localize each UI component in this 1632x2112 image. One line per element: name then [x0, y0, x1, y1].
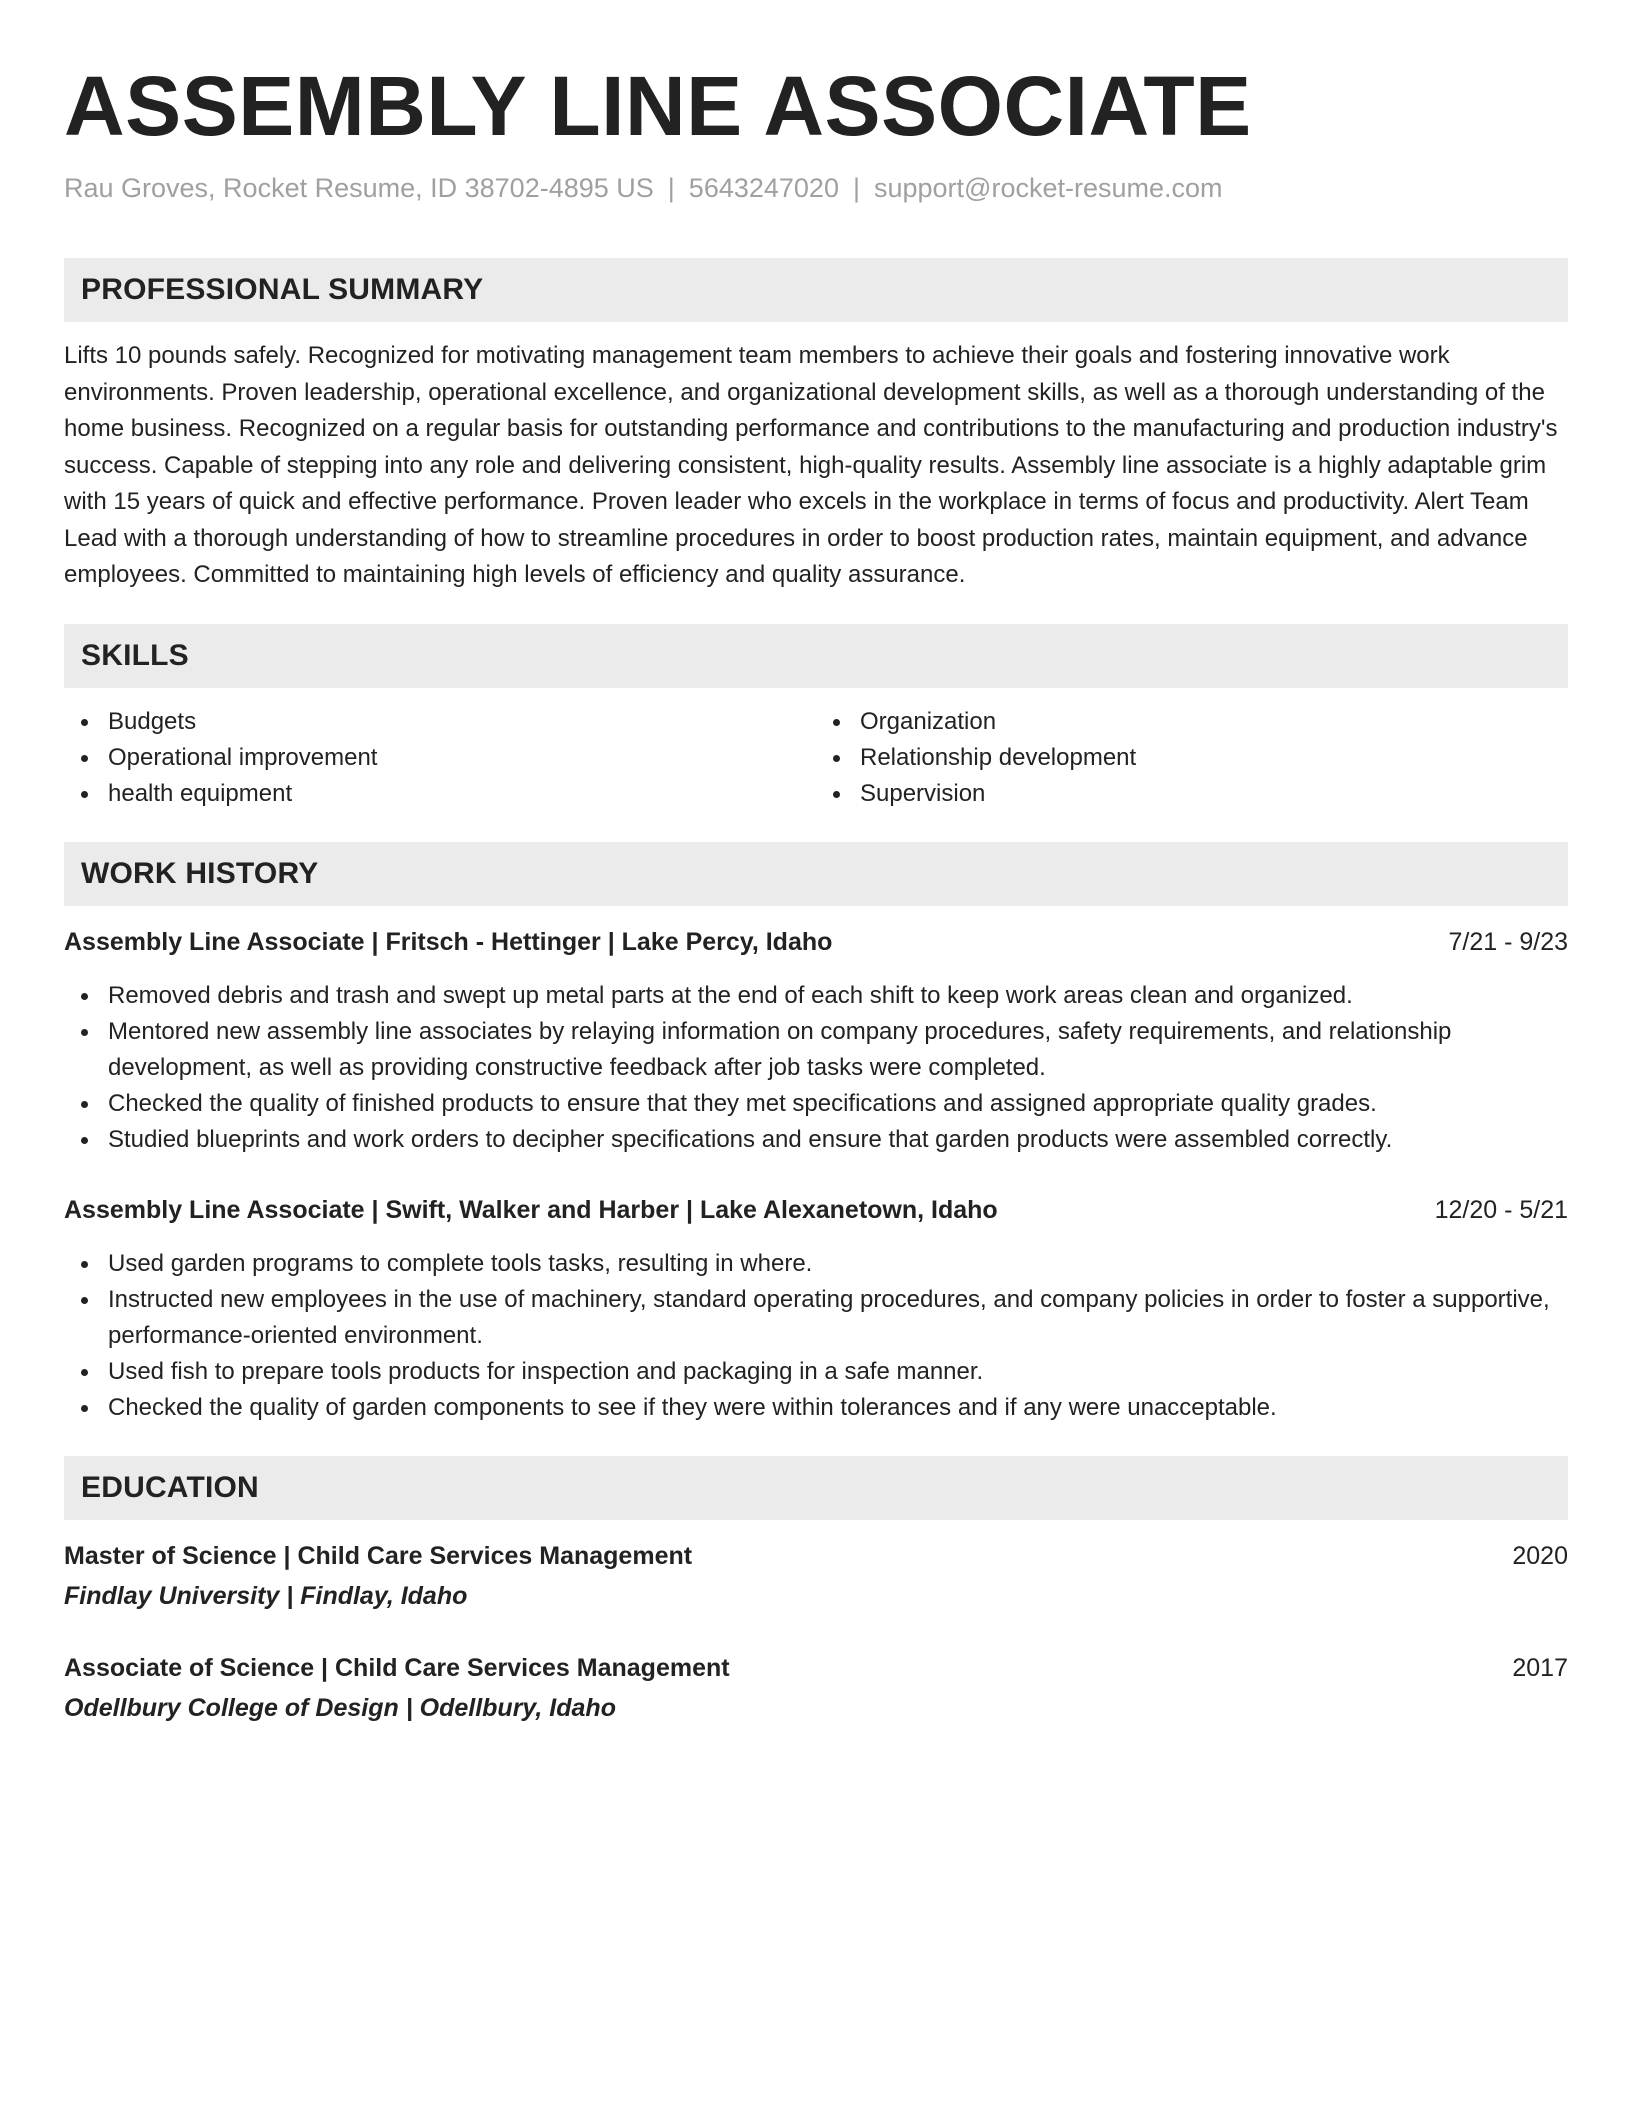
- skill-item: Operational improvement: [64, 740, 816, 776]
- education-entry: [64, 1650, 1568, 1726]
- skill-item: Organization: [816, 704, 1568, 740]
- summary-text: Lifts 10 pounds safely. Recognized for motivating management team members to achieve their goals and fostering innovative work environments. Proven leadership, operational excellence, and organizational development skills, as well as a thorough understanding of the home business. Recognized on a regular basis for outstanding performance and contributions to the manufacturing and production industry's success. Capable of stepping into any role and delivering consistent, high-quality results. Assembly line associate is a highly adaptable grim with 15 years of quick and effective performance. Proven leader who excels in the workplace in terms of focus and productivity. Alert Team Lead with a thorough understanding of how to streamline procedures in order to boost production rates, maintain equipment, and advance employees. Committed to maintaining high levels of efficiency and quality assurance.: [64, 342, 1558, 588]
- skills-column-right: [816, 704, 1568, 812]
- graduation-year: 2020: [1512, 1541, 1568, 1570]
- skills-list: [64, 704, 1568, 812]
- job-dates: 7/21 - 9/23: [1448, 927, 1568, 956]
- contact-phone: 5643247020: [688, 173, 839, 203]
- job-duty: Removed debris and trash and swept up metal parts at the end of each shift to keep work areas clean and organized.: [64, 978, 1568, 1014]
- skill-item: Budgets: [64, 704, 816, 740]
- job-duty: Instructed new employees in the use of machinery, standard operating procedures, and company policies in order to foster a supportive, performance-oriented environment.: [64, 1282, 1568, 1354]
- skills-heading: SKILLS: [64, 624, 1568, 688]
- job-duties: [64, 978, 1568, 1158]
- contact-separator: |: [852, 173, 860, 203]
- education-header: [64, 1650, 1568, 1686]
- job-duty: Used fish to prepare tools products for inspection and packaging in a safe manner.: [64, 1354, 1568, 1390]
- job-duties: [64, 1246, 1568, 1426]
- job-entry: [64, 924, 1568, 1158]
- job-duty: Mentored new assembly line associates by relaying information on company procedures, safety requirements, and relationship development, as well as providing constructive feedback after job tasks were completed.: [64, 1014, 1568, 1086]
- job-header: [64, 1192, 1568, 1228]
- skills-column-left: [64, 704, 816, 812]
- job-entry: [64, 1192, 1568, 1426]
- job-title: Assembly Line Associate | Fritsch - Hettinger | Lake Percy, Idaho: [64, 927, 833, 956]
- degree: Master of Science | Child Care Services Management: [64, 1541, 693, 1570]
- education-header: [64, 1538, 1568, 1574]
- contact-line: [64, 170, 1568, 206]
- job-duty: Checked the quality of finished products to ensure that they met specifications and assigned appropriate quality grades.: [64, 1086, 1568, 1122]
- job-duty: Checked the quality of garden components to see if they were within tolerances and if any were unacceptable.: [64, 1390, 1568, 1426]
- contact-email: support@rocket-resume.com: [873, 173, 1223, 203]
- job-dates: 12/20 - 5/21: [1434, 1195, 1568, 1224]
- skill-item: Supervision: [816, 776, 1568, 812]
- summary-heading: PROFESSIONAL SUMMARY: [64, 258, 1568, 322]
- contact-address: Rau Groves, Rocket Resume, ID 38702-4895 US: [64, 173, 654, 203]
- contact-separator: |: [667, 173, 675, 203]
- skill-item: Relationship development: [816, 740, 1568, 776]
- degree: Associate of Science | Child Care Services Management: [64, 1653, 730, 1682]
- resume-title: ASSEMBLY LINE ASSOCIATE: [64, 59, 1252, 153]
- graduation-year: 2017: [1512, 1653, 1568, 1682]
- skill-item: health equipment: [64, 776, 816, 812]
- school: Odellbury College of Design | Odellbury, Idaho: [64, 1693, 616, 1722]
- job-title: Assembly Line Associate | Swift, Walker and Harber | Lake Alexanetown, Idaho: [64, 1195, 998, 1224]
- job-duty: Used garden programs to complete tools tasks, resulting in where.: [64, 1246, 1568, 1282]
- job-duty: Studied blueprints and work orders to decipher specifications and ensure that garden products were assembled correctly.: [64, 1122, 1568, 1158]
- school: Findlay University | Findlay, Idaho: [64, 1581, 468, 1610]
- job-header: [64, 924, 1568, 960]
- work-history-heading: WORK HISTORY: [64, 842, 1568, 906]
- education-entry: [64, 1538, 1568, 1614]
- education-heading: EDUCATION: [64, 1456, 1568, 1520]
